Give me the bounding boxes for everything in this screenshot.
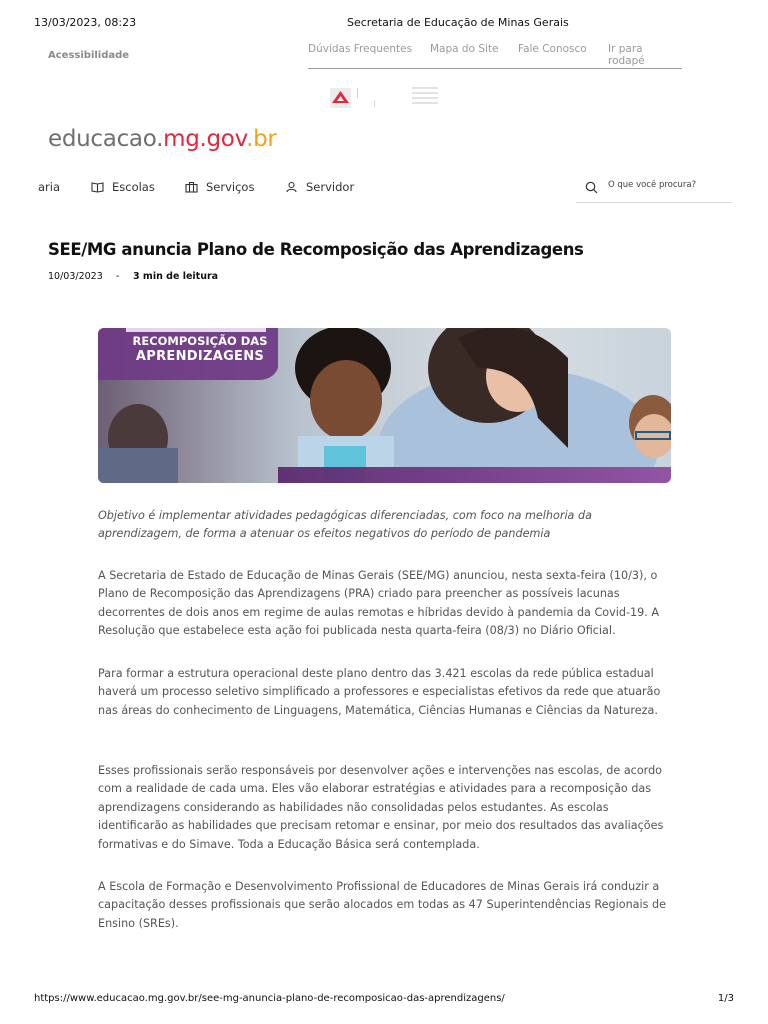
- nav-item-label: Serviços: [206, 180, 255, 194]
- skip-to-footer-link[interactable]: Ir para rodapé: [608, 43, 645, 67]
- article-paragraph-2: Para formar a estrutura operacional deste plano dentro das 3.421 escolas da rede pública estadual haverá um processo seletivo simplificado a professores e especialistas efetivos da rede que atuarão nas áreas do conhecimento de Linguagens, Matemática, Ciências Humanas e Ciências da Natureza.: [98, 667, 661, 717]
- article-paragraph-3: Esses profissionais serão responsáveis por desenvolver ações e intervenções nas escolas, de acordo com a realidade de cada uma. Eles vão elaborar estratégias e atividades para a recomposição das aprendizagens considerando as habilidades não consolidadas pelos estudantes. As escolas identificarão as habilidades que precisam retomar e ensinar, por meio dos resultados das avaliações formativas e do Simave. Toda a Educação Básica será contemplada.: [98, 764, 664, 851]
- search-icon[interactable]: [585, 181, 598, 194]
- site-logo[interactable]: [48, 126, 277, 152]
- logo-wordmark-graphic: [412, 87, 438, 109]
- briefcase-icon: [185, 181, 198, 193]
- print-datetime: 13/03/2023, 08:23: [34, 16, 137, 29]
- brand-part-educacao: educacao.: [48, 126, 164, 152]
- nav-item-secretaria[interactable]: [38, 180, 60, 194]
- state-government-logo[interactable]: [330, 86, 440, 110]
- article-lead: Objetivo é implementar atividades pedagógicas diferenciadas, com foco na melhoria da aprendizagem, de forma a atenuar os efeitos negativos do período de pandemia: [98, 509, 592, 541]
- nav-item-label: aria: [38, 180, 61, 194]
- accessibility-link[interactable]: Acessibilidade: [48, 50, 130, 61]
- hero-line-1: RECOMPOSIÇÃO DAS: [132, 334, 268, 348]
- search-input[interactable]: [608, 180, 726, 190]
- read-time: 3 min de leitura: [133, 271, 219, 282]
- print-page-count: 1/3: [717, 993, 734, 1004]
- article-paragraph-1: A Secretaria de Estado de Educação de Minas Gerais (SEE/MG) anunciou, nesta sexta-feira (10/3), o Plano de Recomposição das Aprendizagens (PRA) criado para preencher as possíveis lacunas decorrentes de dois anos em regime de aulas remotas e híbridas devido à pandemia da Covid-19. A Resolução que estabelece esta ação foi publicada nesta quarta-feira (08/3) no Diário Oficial.: [98, 569, 659, 638]
- nav-item-label: Servidor: [306, 180, 355, 194]
- search-box: [576, 172, 732, 203]
- print-url: https://www.educacao.mg.gov.br/see-mg-anuncia-plano-de-recomposicao-das-aprendizagens/: [34, 993, 505, 1004]
- article-paragraph-4: A Escola de Formação e Desenvolvimento Profissional de Educadores de Minas Gerais irá conduzir a capacitação desses profissionais que serão alocados em todas as 47 Superintendências Regionais de Ensino (SREs).: [98, 880, 667, 930]
- logo-divider-small: [374, 100, 375, 107]
- hero-title: [120, 334, 280, 364]
- article-meta: [48, 271, 219, 282]
- hero-line-2: APRENDIZAGENS: [135, 349, 265, 364]
- print-page-title: Secretaria de Educação de Minas Gerais: [347, 16, 569, 29]
- brand-part-mg-gov: mg.gov: [163, 126, 247, 152]
- logo-divider: [357, 88, 358, 98]
- print-header: [34, 16, 734, 30]
- book-icon: [91, 181, 104, 193]
- mg-flag-icon: [330, 88, 351, 108]
- utility-links: [308, 43, 682, 69]
- faq-link[interactable]: Dúvidas Frequentes: [308, 43, 413, 55]
- meta-separator: -: [116, 271, 120, 282]
- nav-item-label: Escolas: [112, 180, 155, 194]
- user-icon: [285, 181, 298, 193]
- hero-image: [98, 328, 671, 483]
- sitemap-link[interactable]: Mapa do Site: [430, 43, 499, 55]
- article-title: SEE/MG anuncia Plano de Recomposição das Aprendizagens: [48, 240, 584, 259]
- article-date: 10/03/2023: [48, 271, 103, 282]
- brand-part-br: .br: [246, 126, 277, 152]
- contact-link[interactable]: Fale Conosco: [518, 43, 587, 55]
